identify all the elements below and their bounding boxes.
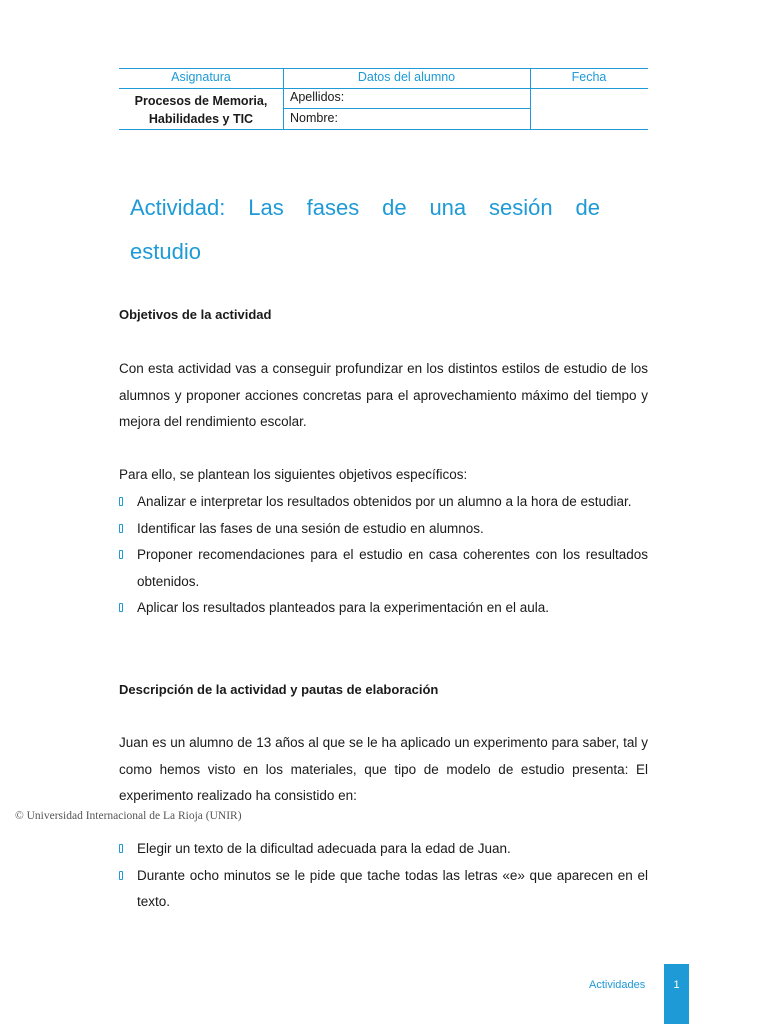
page-title: Actividad: Las fases de una sesión de estudio — [130, 195, 600, 264]
bullet-icon — [119, 524, 123, 533]
description-heading: Descripción de la actividad y pautas de elaboración — [119, 682, 439, 697]
description-text: Juan es un alumno de 13 años al que se le ha aplicado un experimento para saber, tal y como hemos visto en los materiales, que tipo de modelo de estudio presenta: El experimento realizado ha consistido en: — [119, 735, 648, 803]
bullet-icon — [119, 497, 123, 506]
objectives-intro: Con esta actividad vas a conseguir profundizar en los distintos estilos de estudio de los alumnos y proponer acciones concretas para el aprovechamiento máximo del tiempo y mejora del rendimiento escolar. — [119, 361, 648, 429]
objectives-list — [119, 489, 648, 622]
list-item: Aplicar los resultados planteados para la experimentación en el aula. — [119, 595, 648, 622]
row-divider — [283, 108, 530, 109]
objectives-lead: Para ello, se plantean los siguientes objetivos específicos: — [119, 467, 468, 482]
field-apellidos: Apellidos: — [290, 90, 345, 104]
copyright-notice: © Universidad Internacional de La Rioja (UNIR) — [15, 810, 242, 822]
header-table — [119, 68, 648, 130]
bullet-icon — [119, 871, 123, 880]
list-item: Analizar e interpretar los resultados obtenidos por un alumno a la hora de estudiar. — [119, 489, 648, 516]
page-number: 1 — [673, 979, 680, 991]
bullet-icon — [119, 603, 123, 612]
steps-list — [119, 836, 648, 916]
header-fecha: Fecha — [571, 70, 607, 84]
bullet-icon — [119, 844, 123, 853]
objectives-heading: Objetivos de la actividad — [119, 307, 272, 322]
table-bottom-border — [119, 129, 648, 130]
list-item: Proponer recomendaciones para el estudio en casa coherentes con los resultados obtenidos. — [119, 542, 648, 595]
header-datos-alumno: Datos del alumno — [357, 70, 456, 84]
subject-name: Procesos de Memoria, Habilidades y TIC — [134, 94, 268, 126]
bullet-icon — [119, 550, 123, 559]
list-item: Identificar las fases de una sesión de estudio en alumnos. — [119, 516, 648, 543]
list-item: Elegir un texto de la dificultad adecuada para la edad de Juan. — [119, 836, 648, 863]
header-asignatura: Asignatura — [171, 70, 231, 84]
page-number-badge — [664, 964, 689, 1024]
list-item: Durante ocho minutos se le pide que tache todas las letras «e» que aparecen en el texto. — [119, 863, 648, 916]
field-nombre: Nombre: — [290, 111, 338, 125]
footer-section-label: Actividades — [589, 979, 646, 991]
